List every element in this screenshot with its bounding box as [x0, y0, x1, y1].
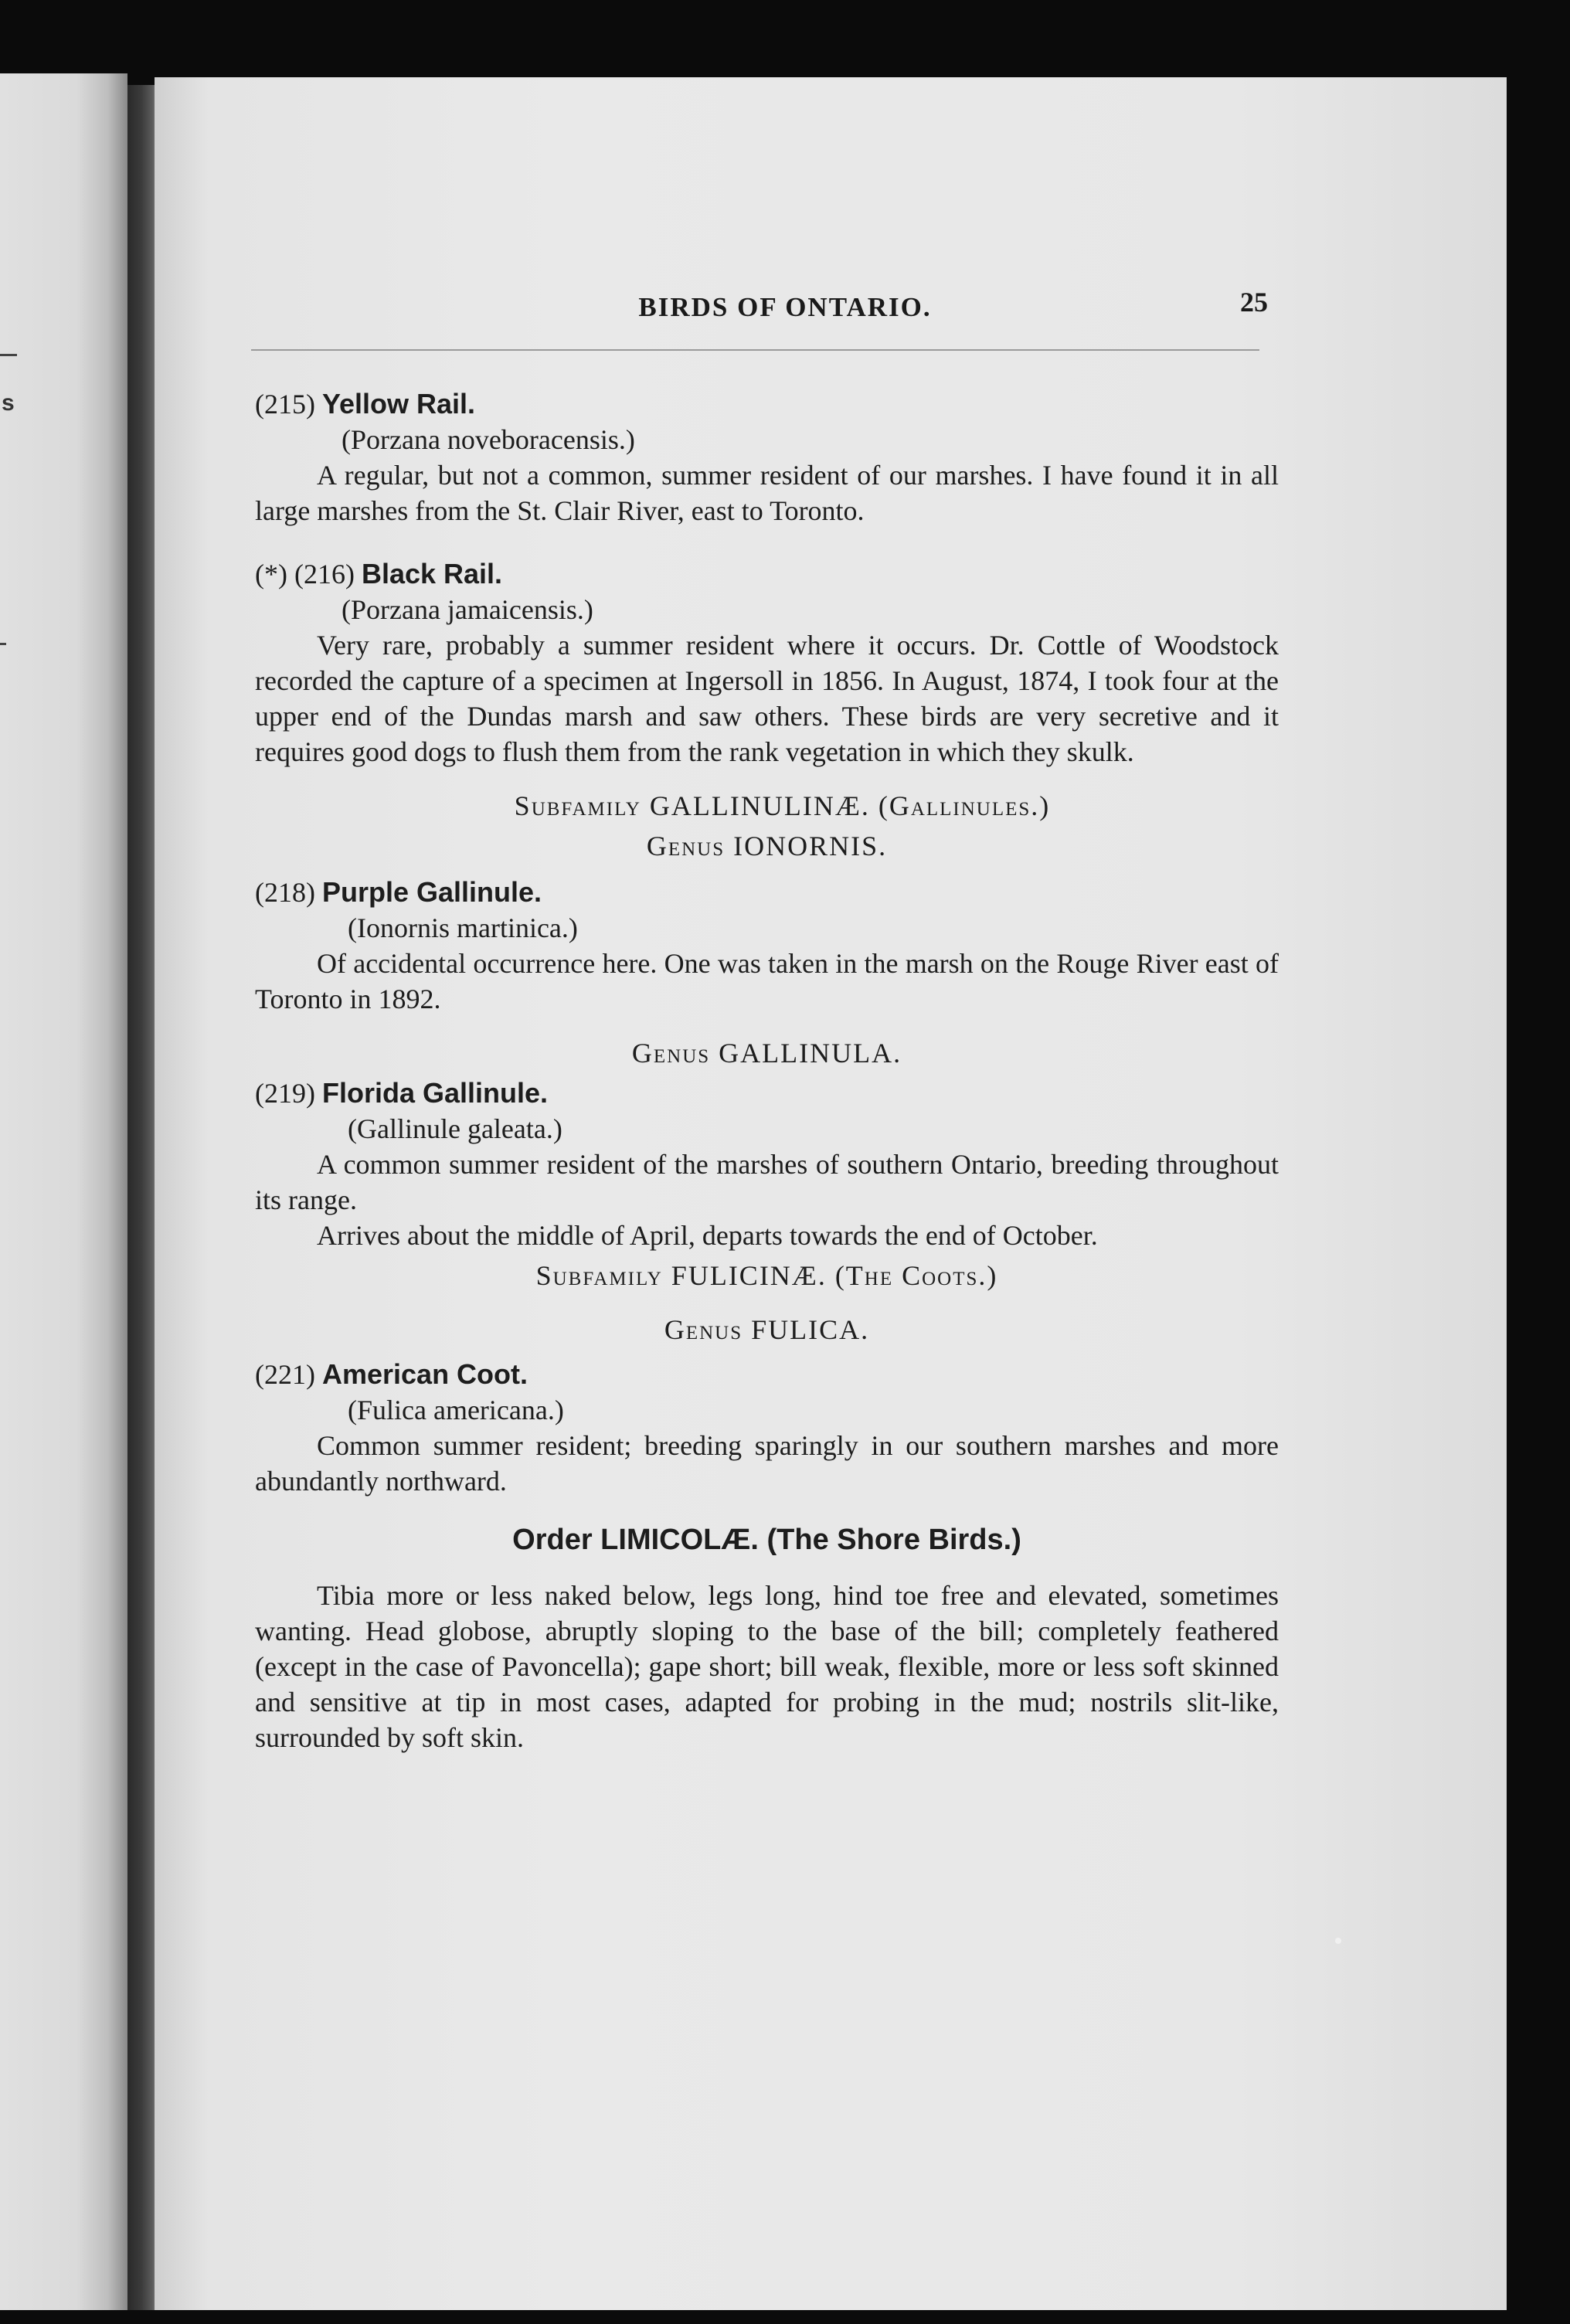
page-content [255, 386, 1279, 1755]
scientific-name: (Porzana noveboracensis.) [342, 424, 635, 455]
entry-paragraph: A regular, but not a common, summer resident of our marshes. I have found it in all large marshes from the St. Clair River, east to Toronto. [255, 460, 1279, 526]
page-number: 25 [1240, 287, 1268, 318]
entry-number: (*) (216) [255, 559, 355, 589]
scientific-name: (Ionornis martinica.) [348, 912, 578, 943]
entry-heading [255, 875, 1279, 910]
entry-paragraph: Common summer resident; breeding sparingly in our southern marshes and more abundantly northward. [255, 1430, 1279, 1497]
entry-paragraph: Very rare, probably a summer resident where it occurs. Dr. Cottle of Woodstock recorded the capture of a specimen at Ingersoll in 1856. In August, 1874, I took four at the upper end of the Dundas marsh and saw others. These birds are very secretive and it requires good dogs to flush them from the rank vegetation in which they skulk. [255, 630, 1279, 767]
order-heading: Order LIMICOLÆ. (The Shore Birds.) [512, 1524, 1021, 1556]
entry-paragraph: Arrives about the middle of April, departs towards the end of October. [317, 1220, 1098, 1251]
entry-paragraph: A common summer resident of the marshes of southern Ontario, breeding throughout its range. [255, 1149, 1279, 1215]
genus-heading: Genus FULICA. [664, 1314, 870, 1345]
genus-heading: Genus IONORNIS. [646, 831, 888, 861]
subfamily-heading: Subfamily GALLINULINÆ. (Gallinules.) [514, 790, 1051, 821]
entry-paragraph: Of accidental occurrence here. One was taken in the marsh on the Rouge River east of Toronto in 1892. [255, 948, 1279, 1014]
scientific-name: (Fulica americana.) [348, 1395, 564, 1425]
entry-number: (219) [255, 1078, 315, 1109]
left-page-mark: s [2, 390, 15, 416]
species-name: Yellow Rail. [321, 388, 476, 420]
entry-heading [255, 1357, 1279, 1392]
entry-heading [255, 1075, 1279, 1111]
species-name: Florida Gallinule. [321, 1077, 549, 1109]
header-rule [251, 349, 1259, 351]
left-page-dash [0, 643, 6, 645]
entry-number: (221) [255, 1359, 315, 1390]
left-page-dash [0, 354, 17, 356]
scientific-name: (Gallinule galeata.) [348, 1113, 562, 1144]
genus-heading: Genus GALLINULA. [631, 1038, 902, 1069]
species-name: Black Rail. [361, 558, 503, 589]
entry-heading [255, 556, 1279, 592]
running-head: BIRDS OF ONTARIO. [638, 292, 932, 322]
entry-heading [255, 386, 1279, 422]
species-name: American Coot. [321, 1358, 528, 1390]
scientific-name: (Porzana jamaicensis.) [342, 594, 593, 625]
species-name: Purple Gallinule. [321, 876, 542, 908]
order-description: Tibia more or less naked below, legs long, hind toe free and elevated, sometimes wanting. Head globose, abruptly sloping to the base of the bill; completely feathered (except in the case of Pavoncella); gape short; bill weak, flexible, more or less soft skinned and sensitive at tip in most cases, adapted for probing in the mud; nostrils slit-like, surrounded by soft skin. [255, 1580, 1279, 1753]
entry-number: (218) [255, 877, 315, 908]
page-speck [1335, 1938, 1341, 1944]
subfamily-heading: Subfamily FULICINÆ. (The Coots.) [535, 1260, 998, 1291]
left-facing-page [0, 73, 127, 2310]
entry-number: (215) [255, 389, 315, 420]
